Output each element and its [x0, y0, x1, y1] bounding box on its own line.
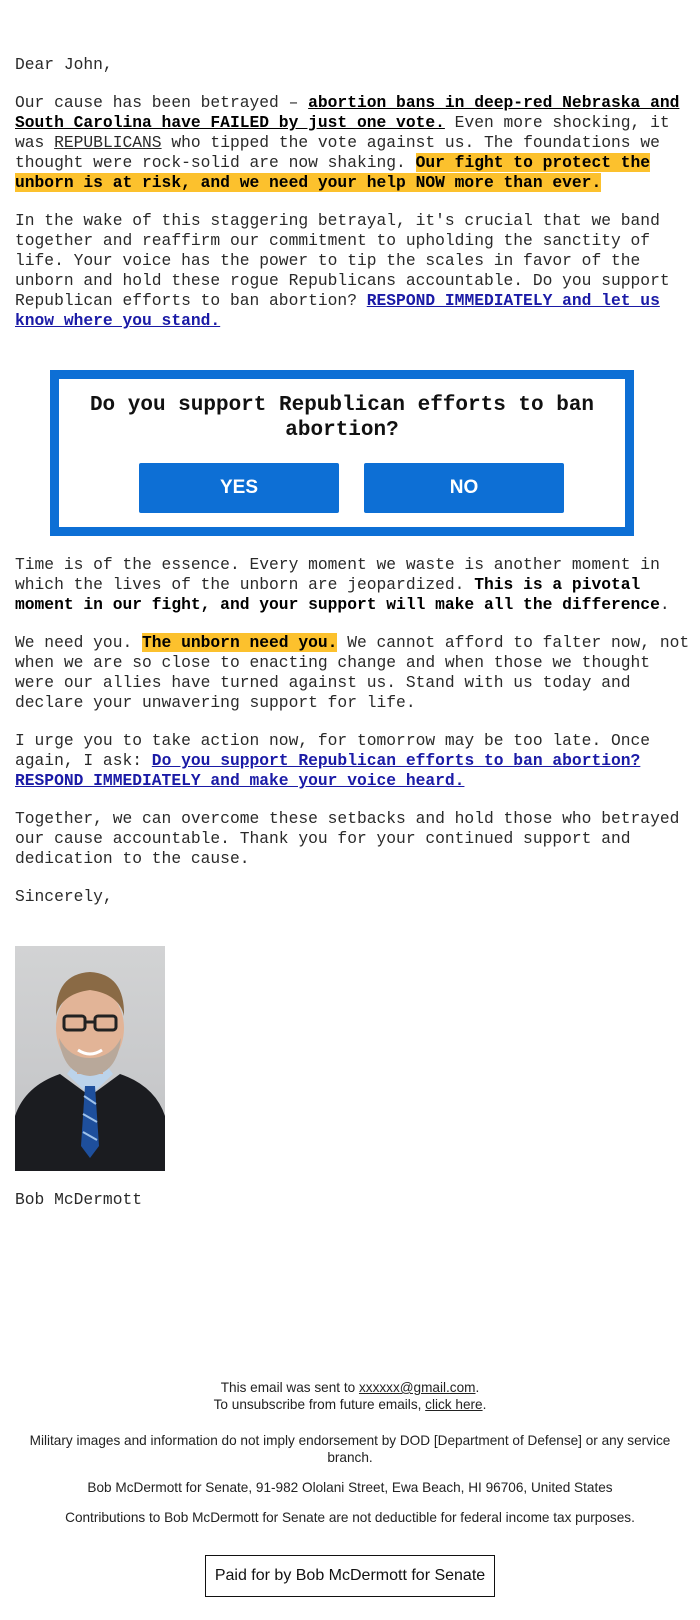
paragraph-need-you: We need you. The unborn need you. We cannot afford to falter now, not when we are so close to enacting change and when those we thought were our allies have turned against us. Stand with us today and declare your unwavering support for life.: [15, 633, 690, 712]
unsubscribe-link[interactable]: click here: [425, 1397, 483, 1412]
no-button[interactable]: NO: [364, 463, 564, 513]
recipient-email-link[interactable]: xxxxxx@gmail.com: [358, 1380, 476, 1395]
paragraph-time: Time is of the essence. Every moment we waste is another moment in which the lives of the unborn are jeopardized. This is a pivotal moment in our fight, and your support will make all the difference.: [15, 555, 670, 614]
paid-for-box: Paid for by Bob McDermott for Senate: [205, 1555, 495, 1597]
bold-pivotal: This is a pivotal moment in our fight, and your support will make all the difference: [15, 575, 660, 614]
footer-tax-note: Contributions to Bob McDermott for Senate are not deductible for federal income tax purposes.: [65, 1510, 635, 1525]
yes-button[interactable]: YES: [139, 463, 339, 513]
bold-claim: abortion bans in deep-red Nebraska and South Carolina have FAILED by just one vote.: [15, 93, 680, 132]
paragraph-betrayal: Our cause has been betrayed – abortion bans in deep-red Nebraska and South Carolina have FAILED by just one vote. Even more shocking, it was REPUBLICANS who tipped the vote against us. The foundations we thought were rock-solid are now shaking. Our fight to protect the unborn is at risk, and we need your help NOW more than ever.: [15, 93, 680, 192]
signature-name: Bob McDermott: [15, 1190, 143, 1209]
highlighted-plea: Our fight to protect the unborn is at risk, and we need your help NOW more than ever.: [15, 153, 651, 192]
candidate-photo: [15, 946, 165, 1171]
respond-link-stand[interactable]: RESPOND IMMEDIATELY and let us know where you stand.: [15, 291, 660, 330]
footer-sent-to: This email was sent to xxxxxx@gmail.com. To unsubscribe from future emails, click here.: [213, 1380, 487, 1412]
respond-link-voice[interactable]: Do you support Republican efforts to ban abortion? RESPOND IMMEDIATELY and make your voice heard.: [15, 751, 641, 790]
poll-box: [50, 370, 634, 536]
letter-body: [15, 55, 695, 349]
footer-address: Bob McDermott for Senate, 91-982 Ololani Street, Ewa Beach, HI 96706, United States: [87, 1480, 613, 1495]
footer-disclaimer: Military images and information do not imply endorsement by DOD [Department of Defense] or any service branch.: [29, 1433, 671, 1465]
paragraph-together: Together, we can overcome these setbacks and hold those who betrayed our cause accountable. Thank you for your continued support and dedication to the cause.: [15, 809, 680, 868]
portrait-illustration: [15, 946, 165, 1171]
closing: Sincerely,: [15, 887, 113, 906]
paragraph-urge: I urge you to take action now, for tomorrow may be too late. Once again, I ask: Do you support Republican efforts to ban abortion? RESPOND IMMEDIATELY and make your voice heard.: [15, 731, 651, 790]
highlighted-unborn: The unborn need you.: [142, 633, 338, 652]
greeting: Dear John,: [15, 55, 113, 74]
poll-question: Do you support Republican efforts to ban abortion?: [89, 394, 595, 442]
letter-body-continued: [15, 555, 695, 925]
republicans-underlined: REPUBLICANS: [54, 133, 162, 152]
paragraph-wake: In the wake of this staggering betrayal, it's crucial that we band together and reaffirm our commitment to upholding the sanctity of life. Your voice has the power to tip the scales in favor of the unborn and hold these rogue Republicans accountable. Do you support Republican efforts to ban abortion? RESPOND IMMEDIATELY and let us know where you stand.: [15, 211, 670, 330]
